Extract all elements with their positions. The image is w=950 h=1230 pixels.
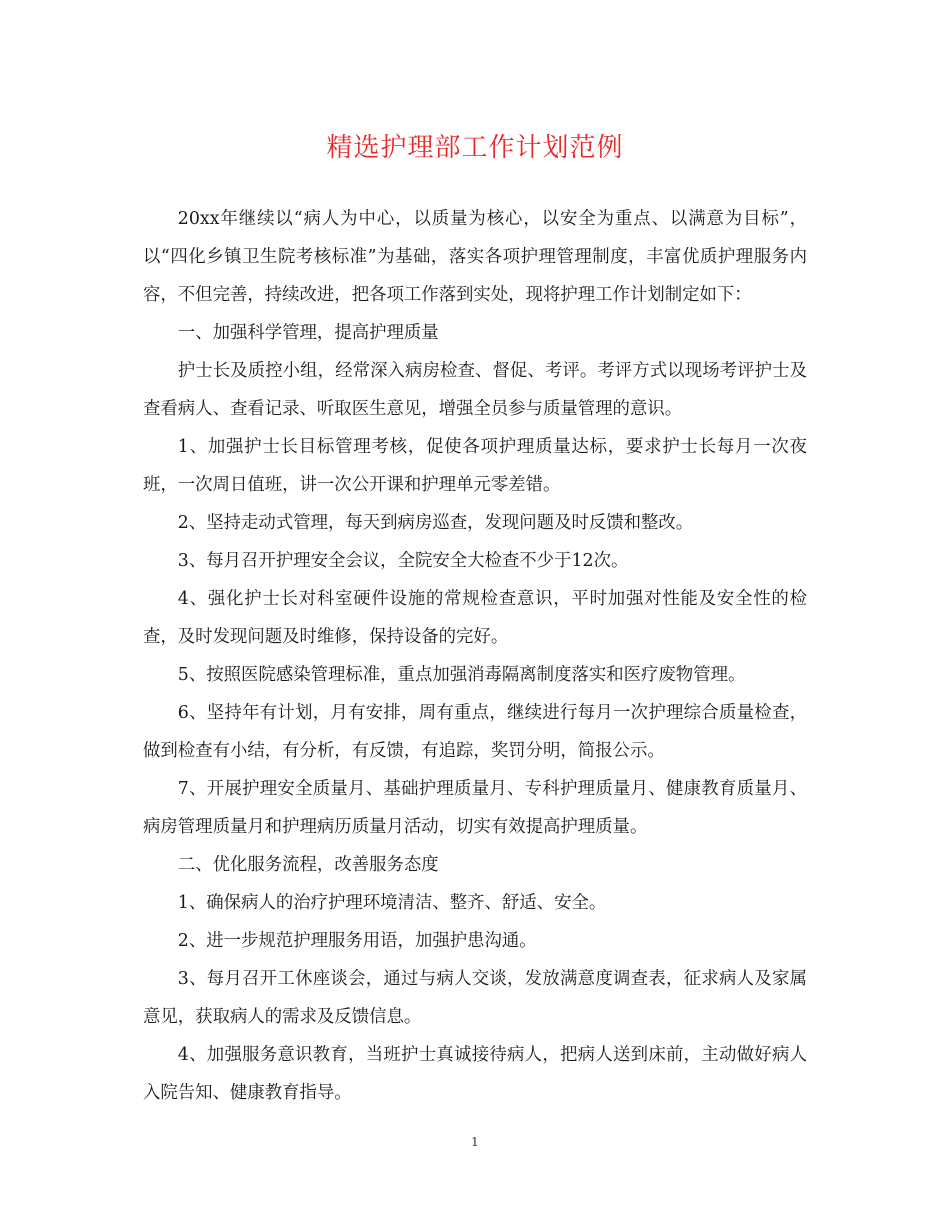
- list-item: 7、开展护理安全质量月、基础护理质量月、专科护理质量月、健康教育质量月、病房管理质量月和护理病历质量月活动，切实有效提高护理质量。: [143, 779, 807, 837]
- list-item: 2、进一步规范护理服务用语，加强护患沟通。: [177, 931, 537, 951]
- list-item: 1、确保病人的治疗护理环境清洁、整齐、舒适、安全。: [177, 893, 607, 913]
- list-item: 3、每月召开工休座谈会，通过与病人交谈，发放满意度调查表，征求病人及家属意见，获取病人的需求及反馈信息。: [143, 969, 807, 1027]
- section-heading-1: 一、加强科学管理，提高护理质量: [177, 323, 439, 343]
- list-item: 5、按照医院感染管理标准，重点加强消毒隔离制度落实和医疗废物管理。: [177, 665, 746, 685]
- list-item: 4、加强服务意识教育，当班护士真诚接待病人，把病人送到床前，主动做好病人入院告知、健康教育指导。: [143, 1045, 807, 1103]
- list-item: 6、坚持年有计划，月有安排，周有重点，继续进行每月一次护理综合质量检查，做到检查有小结，有分析，有反馈，有追踪，奖罚分明，简报公示。: [143, 703, 807, 761]
- section-heading-2: 二、优化服务流程，改善服务态度: [177, 855, 439, 875]
- document-title: 精选护理部工作计划范例: [326, 133, 624, 163]
- paragraph: 护士长及质控小组，经常深入病房检查、督促、考评。考评方式以现场考评护士及查看病人、查看记录、听取医生意见，增强全员参与质量管理的意识。: [143, 361, 807, 419]
- list-item: 3、每月召开护理安全会议，全院安全大检查不少于12次。: [177, 551, 629, 571]
- page-number: 1: [471, 1135, 479, 1149]
- list-item: 4、强化护士长对科室硬件设施的常规检查意识，平时加强对性能及安全性的检查，及时发现问题及时维修，保持设备的完好。: [143, 589, 807, 647]
- list-item: 1、加强护士长目标管理考核，促使各项护理质量达标，要求护士长每月一次夜班，一次周日值班，讲一次公开课和护理单元零差错。: [143, 437, 807, 495]
- document-body: [143, 200, 807, 1112]
- paragraph-intro: 20xx年继续以“病人为中心，以质量为核心，以安全为重点、以满意为目标”，以“四化乡镇卫生院考核标准”为基础，落实各项护理管理制度，丰富优质护理服务内容，不但完善，持续改进，把各项工作落到实处，现将护理工作计划制定如下：: [143, 209, 807, 305]
- list-item: 2、坚持走动式管理，每天到病房巡查，发现问题及时反馈和整改。: [177, 513, 694, 533]
